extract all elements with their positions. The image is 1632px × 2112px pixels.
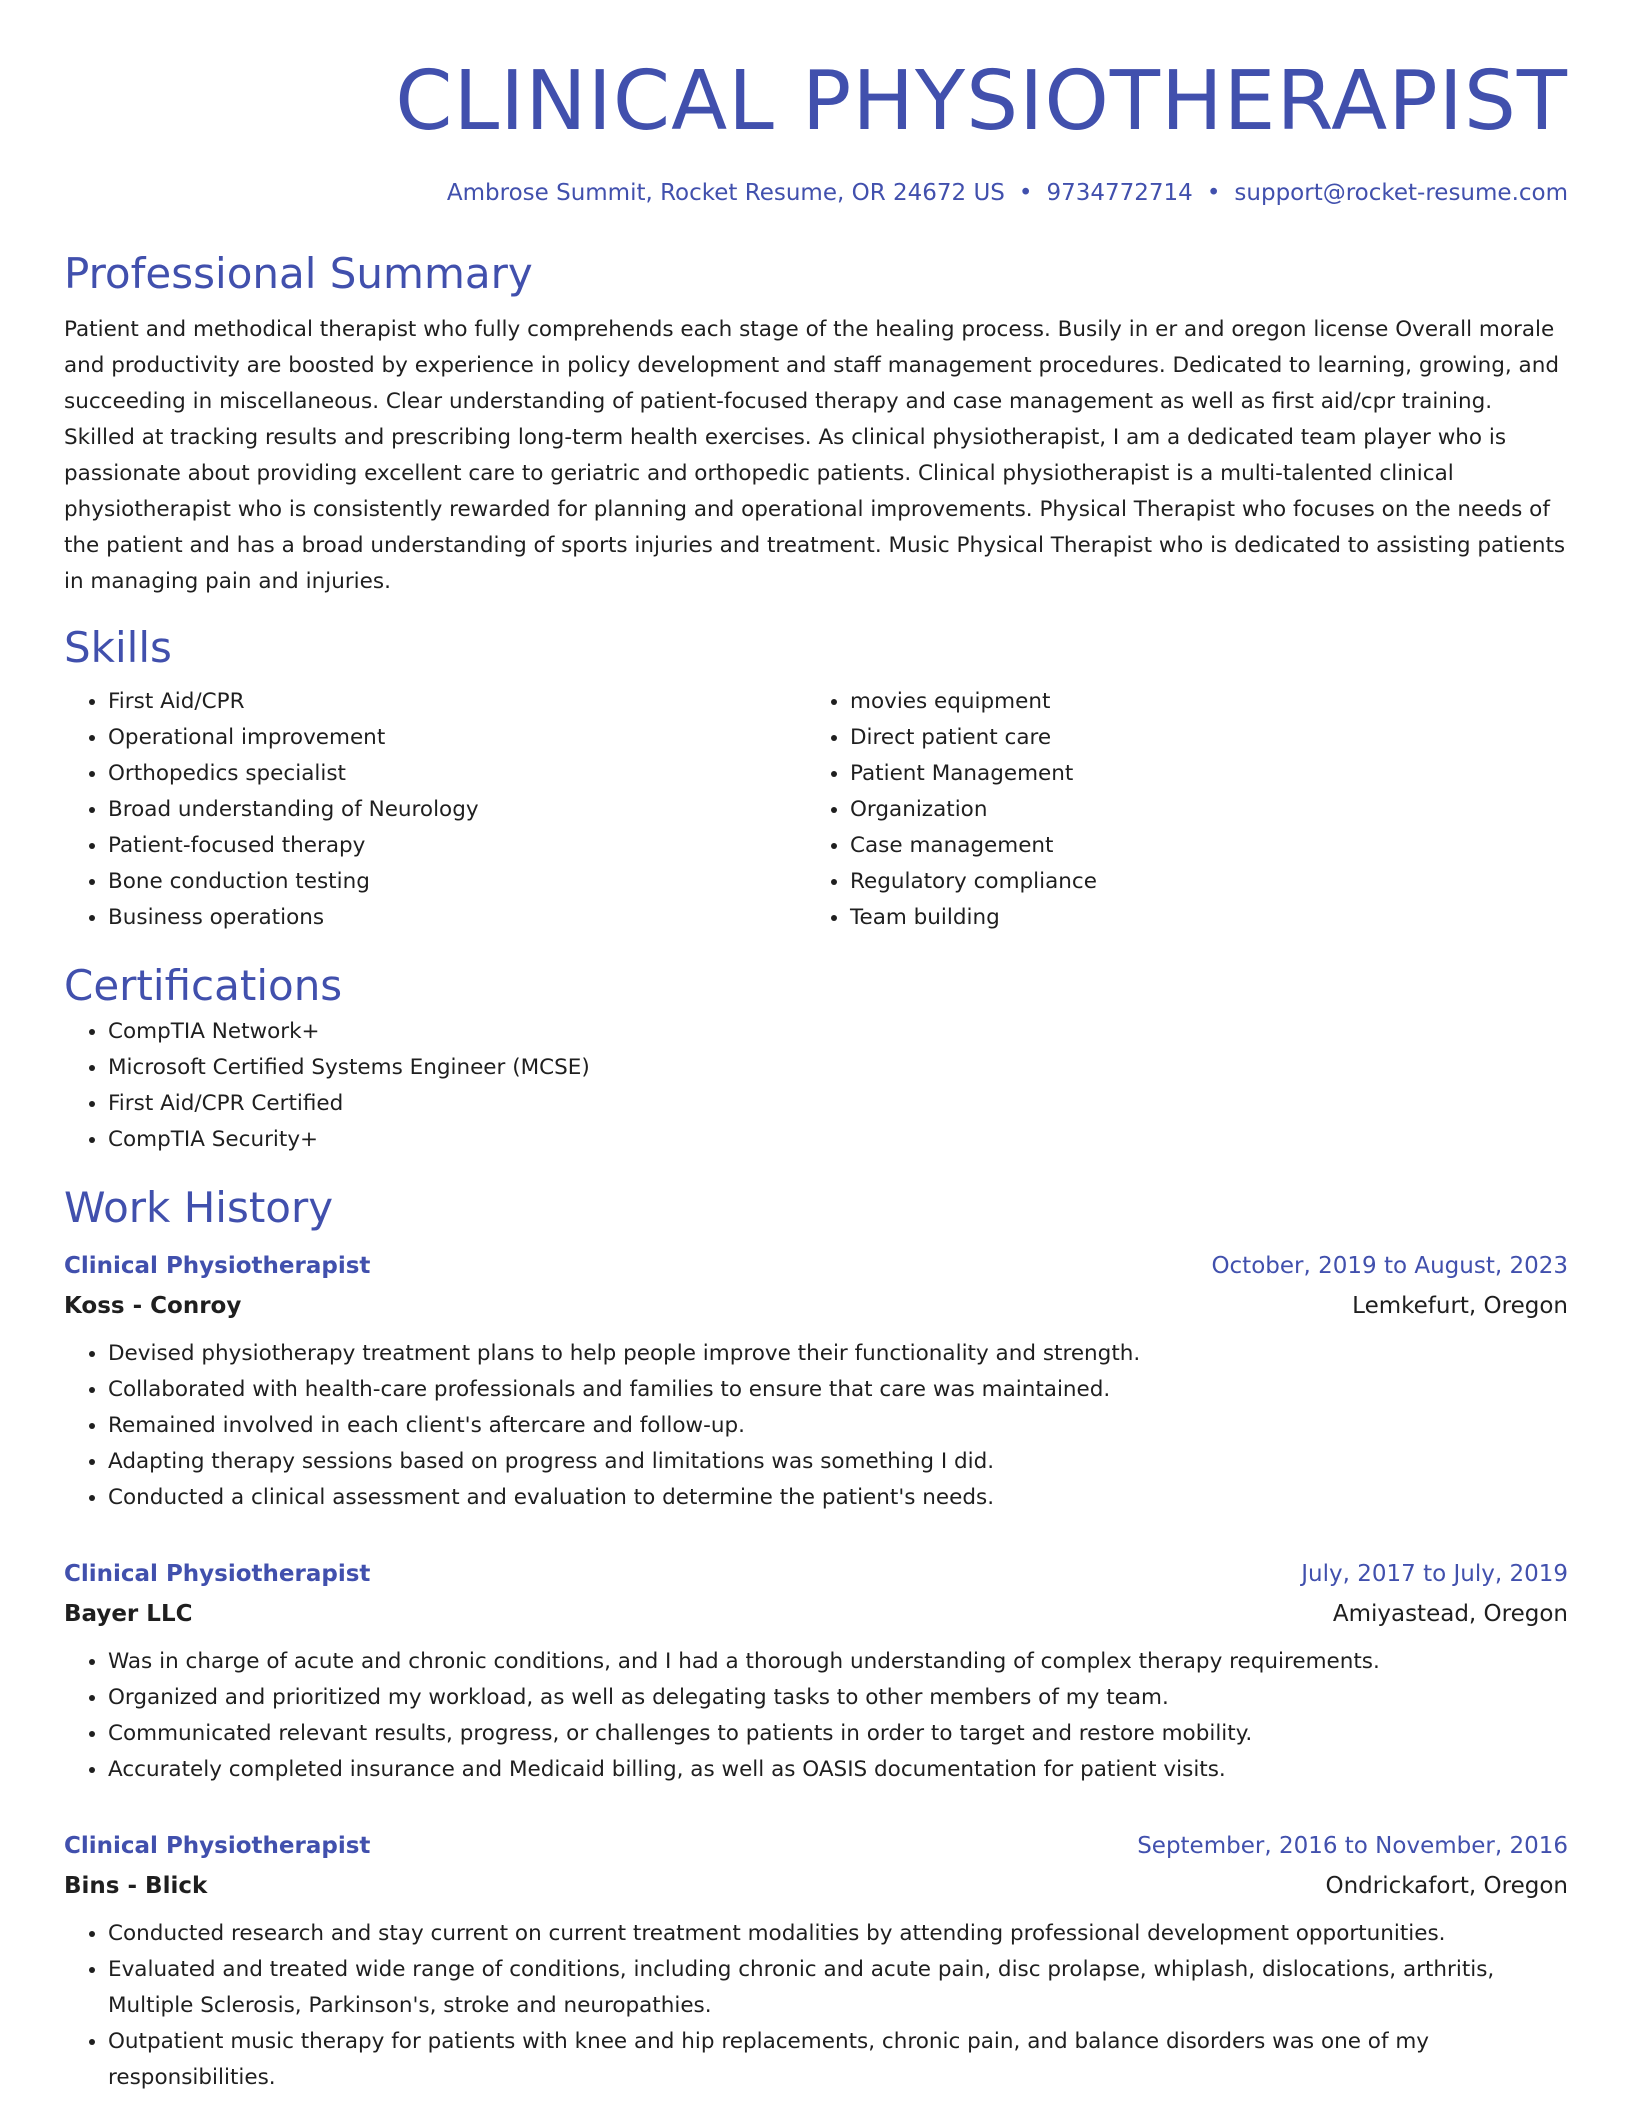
job-location: Ondrickafort, Oregon bbox=[1325, 1873, 1568, 1899]
summary-text: Patient and methodical therapist who fully comprehends each stage of the healing process. Busily in er and oregon license Overall morale and productivity are boosted by experience in policy development and staff management procedures. Dedicated to learning, growing, and succeeding in miscellaneous. Clear understanding of patient-focused therapy and case management as well as first aid/cpr training. Skilled at tracking results and prescribing long-term health exercises. As clinical physiotherapist, I am a dedicated team player who is passionate about providing excellent care to geriatric and orthopedic patients. Clinical physiotherapist is a multi-talented clinical physiotherapist who is consistently rewarded for planning and operational improvements. Physical Therapist who focuses on the needs of the patient and has a broad understanding of sports injuries and treatment. Music Physical Therapist who is dedicated to assisting patients in managing pain and injuries. bbox=[64, 317, 1566, 594]
certification-item: • Microsoft Certified Systems Engineer (MCSE) bbox=[108, 1050, 1568, 1086]
contact-separator: • bbox=[1206, 180, 1221, 206]
job-bullets bbox=[64, 1644, 1568, 1788]
job-bullet: • Outpatient music therapy for patients with knee and hip replacements, chronic pain, and balance disorders was one of my responsibilities. bbox=[108, 2024, 1568, 2096]
job-company: Bins - Blick bbox=[64, 1873, 208, 1899]
candidate-name: CLINICAL PHYSIOTHERAPIST bbox=[395, 54, 1568, 149]
job-entry bbox=[64, 1246, 1568, 1516]
contact-email[interactable]: support@rocket-resume.com bbox=[1234, 180, 1568, 206]
job-title: Clinical Physiotherapist bbox=[64, 1253, 371, 1279]
job-bullet: • Communicated relevant results, progress, or challenges to patients in order to target and restore mobility. bbox=[108, 1716, 1568, 1752]
skill-item: • movies equipment bbox=[850, 684, 1548, 720]
skill-item: • Business operations bbox=[108, 900, 806, 936]
job-company-row bbox=[64, 1594, 1568, 1634]
job-dates: September, 2016 to November, 2016 bbox=[1137, 1833, 1568, 1859]
resume-header bbox=[64, 0, 1568, 206]
job-entry bbox=[64, 1826, 1568, 2096]
contact-separator: • bbox=[1018, 180, 1033, 206]
certification-item: • CompTIA Security+ bbox=[108, 1122, 1568, 1158]
job-title: Clinical Physiotherapist bbox=[64, 1561, 371, 1587]
job-company: Bayer LLC bbox=[64, 1601, 193, 1627]
certifications-list bbox=[64, 1014, 1568, 1158]
job-location: Amiyastead, Oregon bbox=[1332, 1601, 1568, 1627]
contact-line bbox=[64, 180, 1568, 206]
job-company-row bbox=[64, 1866, 1568, 1906]
job-bullets bbox=[64, 1336, 1568, 1516]
skills-column-left bbox=[64, 684, 806, 936]
contact-phone: 9734772714 bbox=[1046, 180, 1193, 206]
job-title-row bbox=[64, 1826, 1568, 1866]
certification-item: • CompTIA Network+ bbox=[108, 1014, 1568, 1050]
job-bullet: • Conducted a clinical assessment and evaluation to determine the patient's needs. bbox=[108, 1480, 1568, 1516]
skills-heading: Skills bbox=[64, 623, 172, 672]
job-bullet: • Evaluated and treated wide range of conditions, including chronic and acute pain, disc prolapse, whiplash, dislocations, arthritis, Multiple Sclerosis, Parkinson's, stroke and neuropathies. bbox=[108, 1952, 1568, 2024]
skill-item: • Case management bbox=[850, 828, 1548, 864]
summary-heading: Professional Summary bbox=[64, 249, 533, 298]
work-history-heading: Work History bbox=[64, 1183, 334, 1232]
skill-item: • Regulatory compliance bbox=[850, 864, 1548, 900]
skill-item: • Orthopedics specialist bbox=[108, 756, 806, 792]
skill-item: • Patient Management bbox=[850, 756, 1548, 792]
job-dates: July, 2017 to July, 2019 bbox=[1301, 1561, 1568, 1587]
job-bullet: • Was in charge of acute and chronic conditions, and I had a thorough understanding of complex therapy requirements. bbox=[108, 1644, 1568, 1680]
job-dates: October, 2019 to August, 2023 bbox=[1211, 1253, 1568, 1279]
job-entry bbox=[64, 1554, 1568, 1788]
skill-item: • Patient-focused therapy bbox=[108, 828, 806, 864]
skills-list bbox=[64, 684, 1568, 936]
certifications-heading: Certifications bbox=[64, 961, 343, 1010]
job-bullets bbox=[64, 1916, 1568, 2096]
skills-column-right bbox=[806, 684, 1548, 936]
certification-item: • First Aid/CPR Certified bbox=[108, 1086, 1568, 1122]
skill-item: • Bone conduction testing bbox=[108, 864, 806, 900]
skill-item: • Direct patient care bbox=[850, 720, 1548, 756]
job-company-row bbox=[64, 1286, 1568, 1326]
job-location: Lemkefurt, Oregon bbox=[1352, 1293, 1568, 1319]
job-bullet: • Devised physiotherapy treatment plans to help people improve their functionality and strength. bbox=[108, 1336, 1568, 1372]
job-bullet: • Adapting therapy sessions based on progress and limitations was something I did. bbox=[108, 1444, 1568, 1480]
skill-item: • Operational improvement bbox=[108, 720, 806, 756]
job-title-row bbox=[64, 1554, 1568, 1594]
job-bullet: • Accurately completed insurance and Medicaid billing, as well as OASIS documentation for patient visits. bbox=[108, 1752, 1568, 1788]
skill-item: • First Aid/CPR bbox=[108, 684, 806, 720]
job-bullet: • Collaborated with health-care professionals and families to ensure that care was maintained. bbox=[108, 1372, 1568, 1408]
job-title-row bbox=[64, 1246, 1568, 1286]
skill-item: • Organization bbox=[850, 792, 1548, 828]
job-company: Koss - Conroy bbox=[64, 1293, 242, 1319]
job-bullet: • Conducted research and stay current on current treatment modalities by attending professional development opportunities. bbox=[108, 1916, 1568, 1952]
job-title: Clinical Physiotherapist bbox=[64, 1833, 371, 1859]
contact-address: Ambrose Summit, Rocket Resume, OR 24672 US bbox=[446, 180, 1005, 206]
skill-item: • Team building bbox=[850, 900, 1548, 936]
skill-item: • Broad understanding of Neurology bbox=[108, 792, 806, 828]
job-bullet: • Organized and prioritized my workload, as well as delegating tasks to other members of my team. bbox=[108, 1680, 1568, 1716]
job-bullet: • Remained involved in each client's aftercare and follow-up. bbox=[108, 1408, 1568, 1444]
